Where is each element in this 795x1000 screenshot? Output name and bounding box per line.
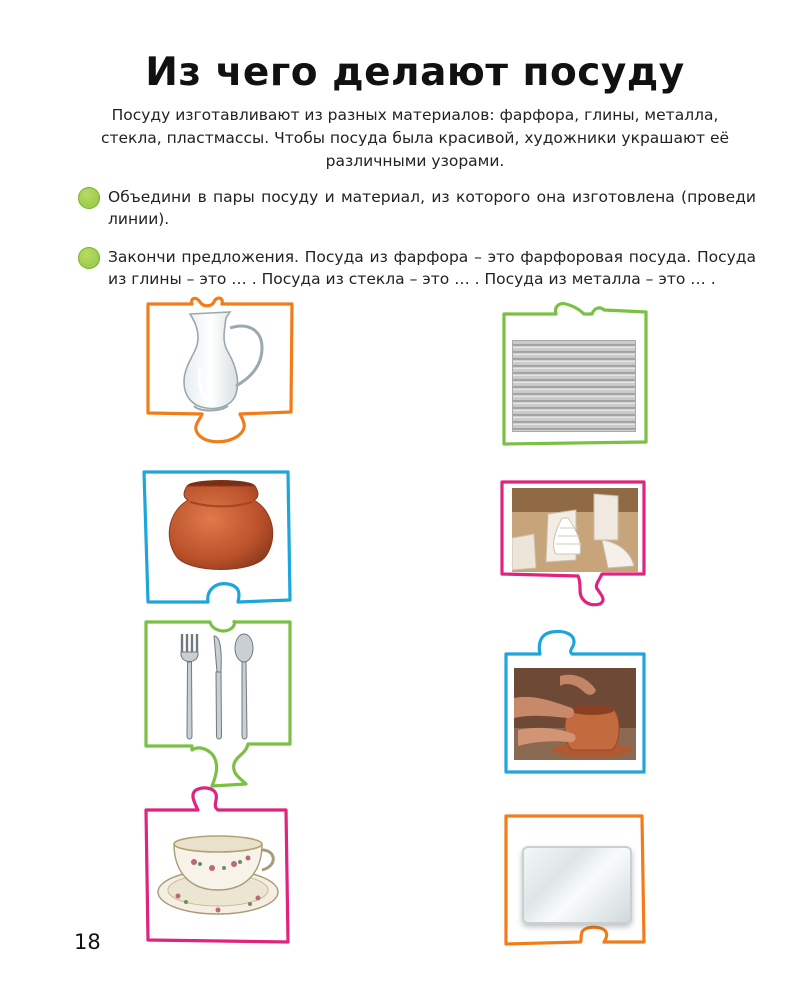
puzzle-piece-glass[interactable] xyxy=(500,812,650,946)
page-title: Из чего делают посуду xyxy=(145,50,685,95)
porcelain-mold-icon xyxy=(512,488,638,572)
task-2-text: Закончи предложения. Посуда из фарфора – это фарфоровая посуда. Посуда из глины – это … . Посуда из стекла – это … . Посуда из металла – это … . xyxy=(108,248,756,288)
glass-jug-icon xyxy=(170,308,280,418)
puzzle-piece-metal[interactable] xyxy=(500,302,650,448)
porcelain-cup-icon xyxy=(154,832,284,922)
pottery-wheel-icon xyxy=(514,668,636,760)
puzzle-piece-porcelain-mold[interactable] xyxy=(498,478,653,612)
cutlery-icon xyxy=(172,632,272,742)
puzzle-piece-clay-pot[interactable] xyxy=(140,466,300,612)
bullet-icon xyxy=(78,247,100,269)
task-1-text: Объедини в пары посуду и материал, из которого она изготовлена (проведи линии). xyxy=(108,188,756,228)
puzzle-piece-glass-jug[interactable] xyxy=(140,298,300,448)
task-2 xyxy=(78,246,756,290)
puzzle-piece-cutlery[interactable] xyxy=(140,618,300,788)
bullet-icon xyxy=(78,187,100,209)
puzzle-piece-pottery[interactable] xyxy=(500,628,650,776)
intro-text: Посуду изготавливают из разных материалов: фарфора, глины, металла, стекла, пластмассы. Чтобы посуда была красивой, художники украшают её различными узорами. xyxy=(100,106,730,170)
metal-sheet-icon xyxy=(512,340,636,432)
page-number: 18 xyxy=(74,930,101,954)
puzzle-piece-porcelain-cup[interactable] xyxy=(140,788,300,946)
task-1 xyxy=(78,186,756,230)
glass-plate-icon xyxy=(522,846,632,924)
clay-pot-icon xyxy=(162,478,280,578)
